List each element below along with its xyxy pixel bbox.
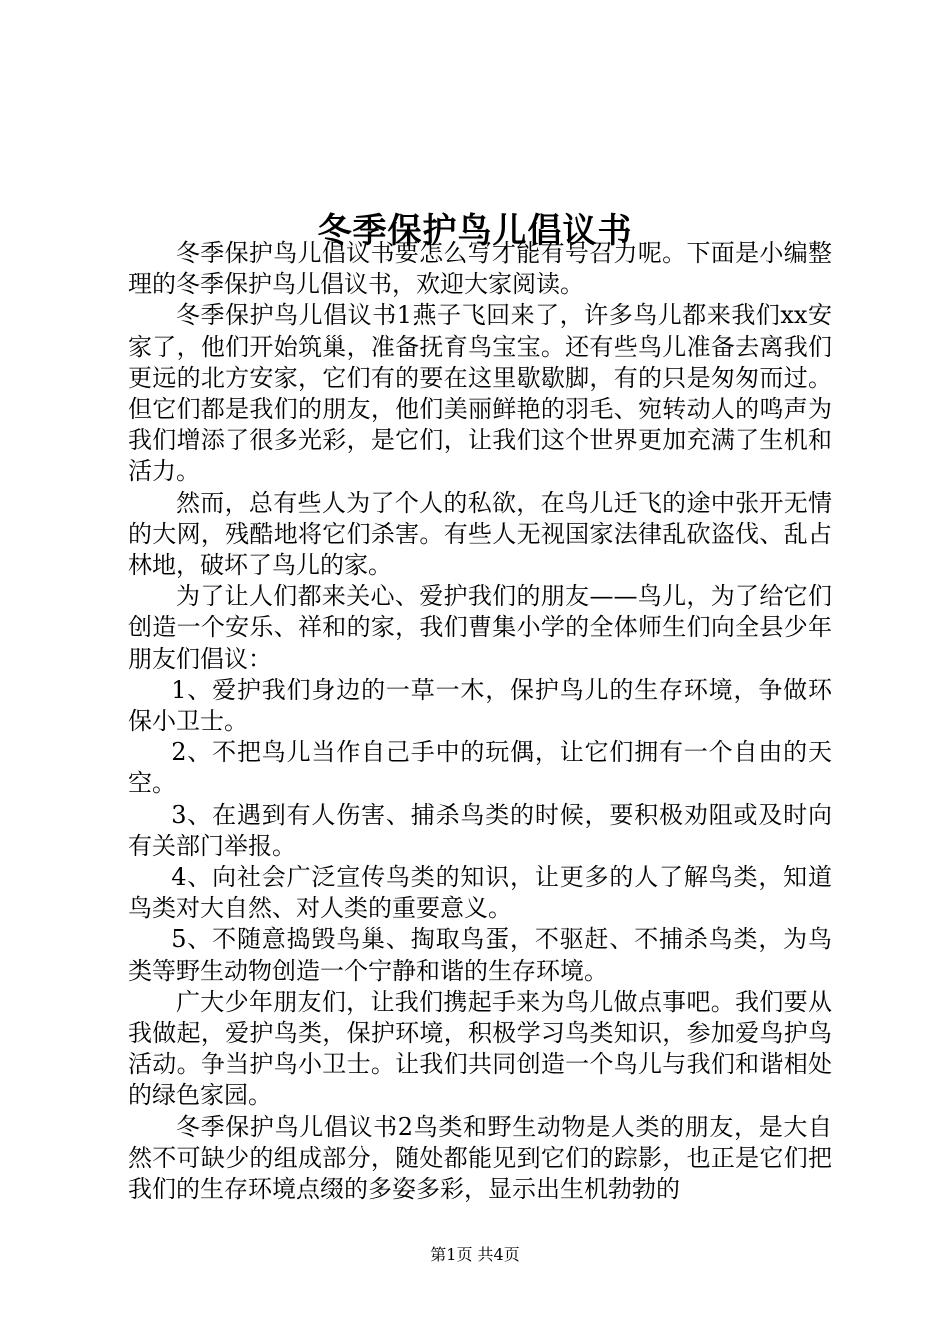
paragraph-proposal-1: 冬季保护鸟儿倡议书1燕子飞回来了，许多鸟儿都来我们xx安家了，他们开始筑巢，准备抚育鸟宝宝。还有些鸟儿准备去离我们更远的北方安家，它们有的要在这里歇歇脚，有的只是匆匆而过。但它们都是我们的朋友，他们美丽鲜艳的羽毛、宛转动人的鸣声为我们增添了很多光彩，是它们，让我们这个世界更加充满了生机和活力。 [128, 301, 832, 486]
paragraph-intro: 冬季保护鸟儿倡议书要怎么写才能有号召力呢。下面是小编整理的冬季保护鸟儿倡议书，欢迎大家阅读。 [128, 239, 832, 299]
paragraph-however: 然而，总有些人为了个人的私欲，在鸟儿迁飞的途中张开无情的大网，残酷地将它们杀害。有些人无视国家法律乱砍盗伐、乱占林地，破坏了鸟儿的家。 [128, 488, 832, 580]
document-body [128, 238, 832, 1205]
paragraph-call: 为了让人们都来关心、爱护我们的朋友——鸟儿，为了给它们创造一个安乐、祥和的家，我们曹集小学的全体师生们向全县少年朋友们倡议： [128, 582, 832, 673]
list-item: 5、不随意捣毁鸟巢、掏取鸟蛋，不驱赶、不捕杀鸟类，为鸟类等野生动物创造一个宁静和谐的生存环境。 [128, 925, 832, 985]
paragraph-closing: 广大少年朋友们，让我们携起手来为鸟儿做点事吧。我们要从我做起，爱护鸟类，保护环境，积极学习鸟类知识，参加爱鸟护鸟活动。争当护鸟小卫士。让我们共同创造一个鸟儿与我们和谐相处的绿色家园。 [128, 987, 832, 1110]
document-title: 冬季保护鸟儿倡议书 [317, 210, 633, 251]
page-footer: 第1页 共4页 [430, 1245, 520, 1264]
list-item: 3、在遇到有人伤害、捕杀鸟类的时候，要积极劝阻或及时向有关部门举报。 [128, 800, 832, 860]
paragraph-proposal-2: 冬季保护鸟儿倡议书2鸟类和野生动物是人类的朋友，是大自然不可缺少的组成部分，随处都能见到它们的踪影，也正是它们把我们的生存环境点缀的多姿多彩，显示出生机勃勃的 [128, 1112, 832, 1204]
list-item: 1、爱护我们身边的一草一木，保护鸟儿的生存环境，争做环保小卫士。 [128, 675, 832, 736]
list-item: 4、向社会广泛宣传鸟类的知识，让更多的人了解鸟类，知道鸟类对大自然、对人类的重要意义。 [128, 863, 832, 923]
list-item: 2、不把鸟儿当作自己手中的玩偶，让它们拥有一个自由的天空。 [128, 738, 832, 798]
